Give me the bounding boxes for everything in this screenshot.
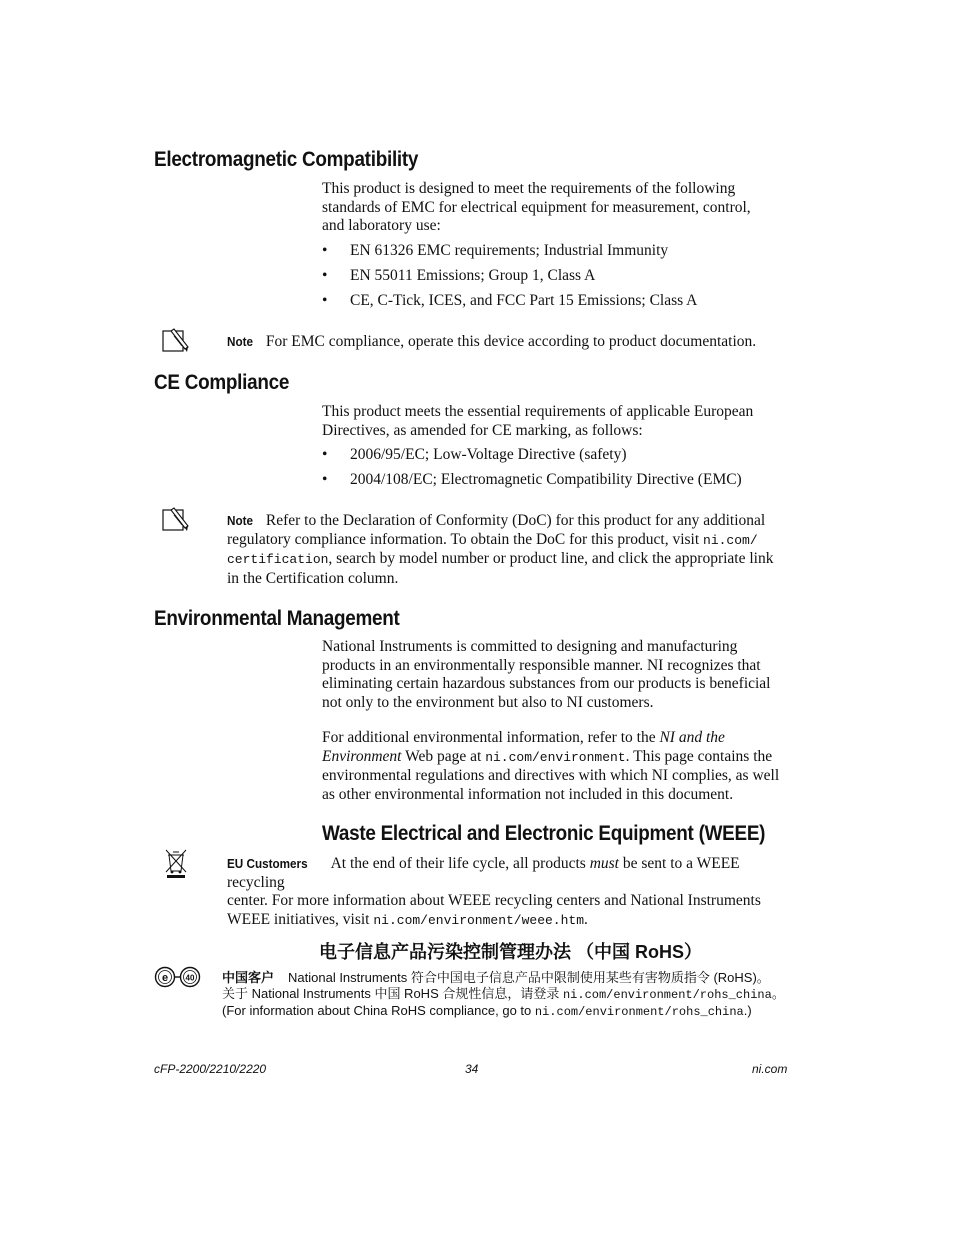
footer-site[interactable]: ni.com <box>752 1062 788 1076</box>
note-body: regulatory compliance information. To obtain the DoC for this product, visit <box>227 530 704 548</box>
ce-intro-line: Directives, as amended for CE marking, as follows: <box>322 421 643 439</box>
rohs-link[interactable]: ni.com/environment/rohs_china <box>562 987 772 1002</box>
rohs-body: (For information about China RoHS compliance, go to <box>222 1003 535 1018</box>
env-line: National Instruments is committed to designing and manufacturing <box>322 638 738 655</box>
weee-body: center. For more information about WEEE recycling centers and National Instruments <box>227 892 761 910</box>
weee-body: must <box>589 855 619 872</box>
weee-link[interactable]: ni.com/environment/weee.htm <box>373 912 585 928</box>
ce-intro <box>322 403 784 440</box>
note-body: , search by model number or product line, and click the appropriate link <box>328 550 774 568</box>
note-body: For EMC compliance, operate this device according to product documentation. <box>265 333 757 350</box>
ce-note <box>227 512 787 588</box>
env-line: products in an environmentally responsible manner. NI recognizes that <box>322 656 761 674</box>
note-icon <box>161 506 191 534</box>
env-paragraph-2 <box>322 729 784 804</box>
certification-link[interactable]: certification <box>227 552 329 568</box>
svg-text:e: e <box>161 972 169 984</box>
note-icon <box>161 327 191 355</box>
note-body: Refer to the Declaration of Conformity (DoC) for this product for any additional <box>265 512 766 529</box>
china-customers-label: 中国客户 <box>222 970 275 985</box>
svg-text:40: 40 <box>185 973 195 983</box>
note-label: Note <box>227 513 254 528</box>
rohs-body: 关于 National Instruments 中国 RoHS 合规性信息，请登录 <box>222 985 563 1001</box>
emc-intro-line: standards of EMC for electrical equipment for measurement, control, <box>322 198 751 216</box>
weee-body: At the end of their life cycle, all products <box>330 855 590 872</box>
section-title-rohs: 电子信息产品污染控制管理办法 （中国 RoHS） <box>319 942 702 962</box>
env-line: Web page at <box>401 747 486 765</box>
china-rohs-icon <box>154 966 202 988</box>
weee-body: be sent to a WEEE recycling <box>227 855 740 891</box>
section-title-emc: Electromagnetic Compatibility <box>154 148 419 171</box>
weee-note <box>227 855 787 930</box>
footer-model: cFP-2200/2210/2220 <box>154 1062 267 1076</box>
rohs-body: .) <box>743 1003 752 1018</box>
env-line: not only to the environment but also to NI customers. <box>322 693 654 711</box>
env-line: . This page contains the <box>625 747 773 765</box>
section-title-ce: CE Compliance <box>154 371 290 394</box>
emc-intro-line: and laboratory use: <box>322 217 441 235</box>
env-page-title: NI and the <box>659 729 725 746</box>
emc-intro <box>322 180 784 236</box>
emc-intro-line: This product is designed to meet the requirements of the following <box>322 180 736 197</box>
section-title-weee: Waste Electrical and Electronic Equipment (WEEE) <box>322 822 766 845</box>
env-page-title: Environment <box>322 747 402 765</box>
environment-link[interactable]: ni.com/environment <box>485 749 626 765</box>
rohs-body: National Instruments 符合中国电子信息产品中限制使用某些有害物质指令 (RoHS)。 <box>288 970 770 985</box>
note-body: in the Certification column. <box>227 569 399 587</box>
note-label: Note <box>227 334 254 349</box>
rohs-body: 。 <box>771 985 785 1001</box>
env-paragraph-1 <box>322 638 784 712</box>
weee-body: . <box>584 910 588 928</box>
footer-page-number: 34 <box>465 1062 479 1076</box>
weee-bin-icon <box>163 847 189 879</box>
eu-customers-label: EU Customers <box>227 856 308 871</box>
certification-link[interactable]: ni.com/ <box>703 532 758 548</box>
env-line: eliminating certain hazardous substances from our products is beneficial <box>322 675 771 693</box>
emc-note <box>227 333 787 352</box>
rohs-note <box>222 970 785 1021</box>
section-title-env: Environmental Management <box>154 607 400 630</box>
env-line: environmental regulations and directives with which NI complies, as well <box>322 767 780 785</box>
weee-body: WEEE initiatives, visit <box>227 910 374 928</box>
ce-intro-line: This product meets the essential requirements of applicable European <box>322 403 754 420</box>
env-line: as other environmental information not included in this document. <box>322 785 734 803</box>
env-line: For additional environmental information, refer to the <box>322 729 660 746</box>
rohs-link[interactable]: ni.com/environment/rohs_china <box>534 1005 744 1019</box>
